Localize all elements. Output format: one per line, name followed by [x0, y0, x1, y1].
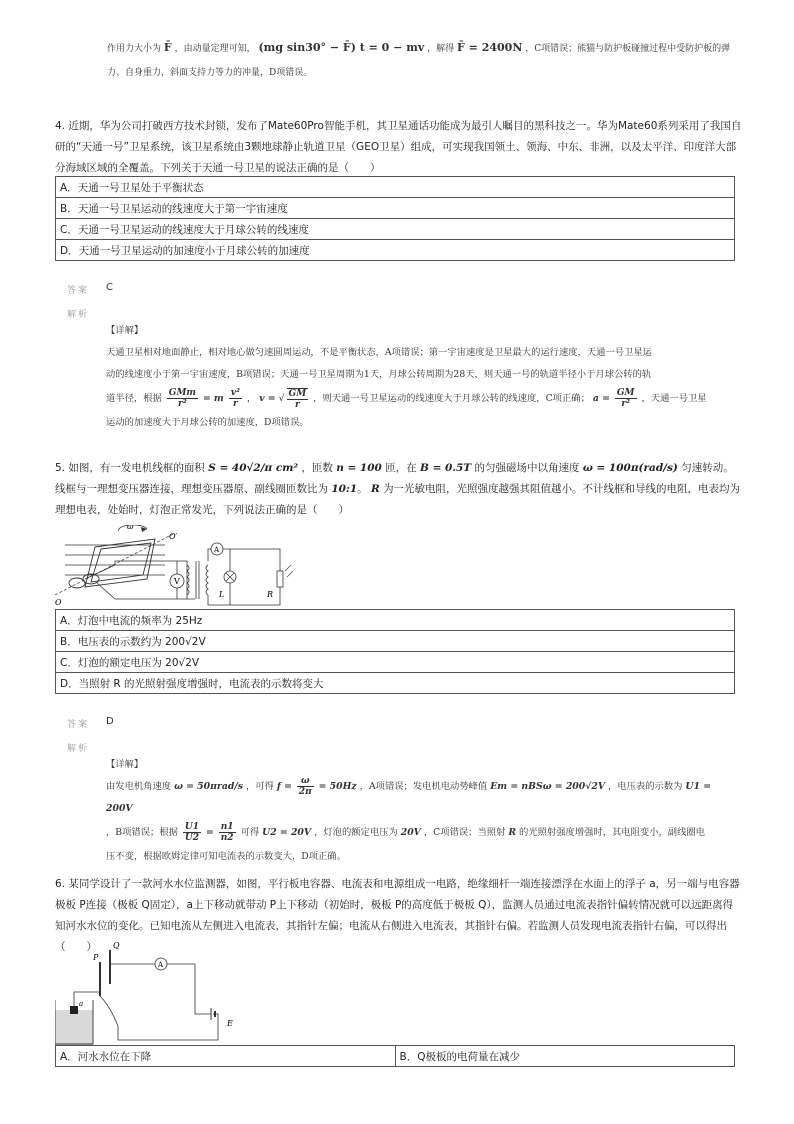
q6-option-b[interactable]: B．Q极板的电荷量在减少	[395, 1046, 735, 1067]
axis-label-top: O′	[169, 532, 178, 541]
q4-option-d[interactable]: D．天通一号卫星运动的加速度小于月球公转的加速度	[56, 240, 735, 261]
fraction-gm-r2: $\frac{GM}{\text{r²}}$	[616, 388, 635, 409]
float-icon	[70, 1006, 78, 1014]
q4-detail-line-1: 天通卫星相对地面静止，相对地心做匀速圆周运动，不是平衡状态，A项错误；第一宇宙速度是卫星最大的运行速度，天通一号卫星运	[106, 347, 652, 358]
q4-option-c[interactable]: C．天通一号卫星运动的线速度大于月球公转的线速度	[56, 219, 735, 240]
q4-detail-title: 【详解】	[106, 325, 144, 336]
float-label: a	[79, 1000, 84, 1008]
q5-detail-line-3: 压不变，根据欧姆定律可知电流表的示数变大，D项正确。	[106, 851, 346, 862]
axis-label-bottom: O	[55, 598, 62, 607]
insulating-rod	[74, 980, 100, 1006]
sqrt-symbol: √	[278, 393, 285, 404]
q5-answer: D	[106, 716, 114, 727]
circuit-wires	[100, 964, 218, 1040]
q4-detail-line-2: 动的线速度小于第一宇宙速度，B项错误；天通一号卫星周期为1天，月球公转周期为28天，则天通一号的轨道半径小于月球公转的轨	[106, 369, 652, 380]
q5-detail-line-2: ，B项错误；根据 $\frac{U1}{U2}$ = $\frac{n1}{n2}$ 可得 U2 = 20V ，灯泡的额定电压为 20V ，C项错误；当照射 R 的光照射强度增强时，其电阻变小，副线圈电	[106, 822, 705, 843]
ammeter-label: A	[158, 961, 164, 969]
q4-option-a[interactable]: A．天通一号卫星处于平衡状态	[56, 177, 735, 198]
q5-analysis-label: 解析	[67, 744, 90, 754]
q5-option-b[interactable]: B．电压表的示数约为 200√2V	[56, 631, 735, 652]
q5-circuit-figure	[55, 525, 305, 610]
q6-circuit-figure	[55, 940, 255, 1045]
battery-label: E	[227, 1019, 233, 1028]
prev-question-continuation	[107, 36, 747, 85]
q4-option-b[interactable]: B．天通一号卫星运动的线速度大于第一宇宙速度	[56, 198, 735, 219]
q6-stem: 6. 某同学设计了一款河水水位监测器，如图，平行板电容器、电流表和电源组成一电路，绝缘细杆一端连接漂浮在水面上的浮子 a，另一端与电容器极板 P连接（极板 Q固定），a上下移动就带动 P上下移动（初始时，极板 P的高度低于极板 Q），监测人员通过电流表指针偏转情况就可以远距离得知河水水位的变化。已知电流从左侧进入电流表，其指针左偏；电流从右侧进入电流表，其指针右偏。若监测人员发现电流表指针右偏，可以得出（ ）	[55, 878, 740, 953]
lamp-label: L	[219, 590, 225, 599]
plate-q-label: Q	[113, 941, 120, 950]
q5-stem: 5. 如图，有一发电机线框的面积 S = 40√2/π cm² ，匝数 n = 100 匝，在 B = 0.5T 的匀强磁场中以角速度 ω = 100π(rad/s) 匀速转动。线框与一理想变压器连接，理想变压器原、副线圈匝数比为 10:1。 R 为一光敏电阻，光照强度越强其阻值越小。不计线框和导线的电阻，电表均为理想电表，处始时，灯泡正常发光，下列说法正确的是（ ）	[55, 462, 741, 516]
voltmeter-label: V	[174, 577, 180, 586]
q5-answer-label: 答案	[67, 720, 90, 730]
fraction-u1-u2: $\frac{U1}{U2}$	[184, 822, 200, 843]
photoresistor-icon	[277, 571, 283, 587]
q4-detail-line-3: 道半径，根据 $\frac{\text{GMm}}{\text{r²}}$ = m $\frac{\text{v²}}{r}$ ， v = √ $\frac{GM}{r}$ ，则天通一号卫星运动的线速度大于月球公转的线速度，C项正确； a = $\frac{GM}{\text{r²}}$ ，天通一号卫星	[106, 388, 707, 410]
q5-option-d[interactable]: D．当照射 R 的光照射强度增强时，电流表的示数将变大	[56, 673, 735, 694]
ammeter-label: A	[214, 546, 220, 554]
river-water	[55, 1010, 93, 1045]
q5-detail-line-1: 由发电机角速度 ω = 50πrad/s ，可得 f = $\frac{\omega}{2\pi}$ = 50Hz ，A项错误；发电机电动势峰值 Em = nBSω = 200√2V ，电压表的示数为 U1 = 200V	[106, 776, 711, 814]
q4-detail	[106, 320, 736, 434]
q5-options	[55, 609, 735, 694]
q4-answer: C	[106, 282, 113, 293]
q5-option-a[interactable]: A．灯泡中电流的频率为 25Hz	[56, 610, 735, 631]
fraction-gm-r: $\frac{GM}{r}$	[288, 388, 307, 410]
q4-answer-label: 答案	[67, 286, 90, 296]
q4-detail-line-4: 运动的加速度大于月球公转的加速度，D项错误。	[106, 417, 309, 428]
transformer-icon	[187, 561, 208, 599]
q4-analysis-label: 解析	[67, 310, 90, 320]
q5-detail-title: 【详解】	[106, 759, 144, 770]
q5-detail	[106, 754, 736, 868]
plate-p-label: P	[93, 953, 99, 962]
fraction-omega-2pi: $\frac{\omega}{2\pi}$	[298, 776, 312, 797]
omega-label: ω	[127, 525, 134, 531]
q6-option-a[interactable]: A．河水水位在下降	[56, 1046, 396, 1067]
continuation-line-1: 作用力大小为 F̄ ，由动量定理可知， (mg sin30° − F̄) t = 0 − mv ，解得 F̄ = 2400N ，C项错误；熊猫与防护板碰撞过程中受防护板的弹	[107, 41, 731, 54]
fraction-n1-n2: $\frac{n1}{n2}$	[220, 822, 234, 843]
q4-stem: 4. 近期，华为公司打破西方技术封锁，发布了Mate60Pro智能手机，其卫星通话功能成为最引人瞩目的黑科技之一。华为Mate60系列采用了我国自研的“天通一号”卫星系统，该卫星系统由3颗地球静止轨道卫星（GEO卫星）组成，可实现我国领土、领海、中东、非洲，以及太平洋、印度洋大部分海域区域的全覆盖。下列关于天通一号卫星的说法正确的是（ ）	[55, 120, 742, 174]
q6-options	[55, 1045, 735, 1067]
fraction-gmm: $\frac{\text{GMm}}{\text{r²}}$	[168, 388, 196, 409]
magnetic-field-lines	[65, 545, 165, 575]
momentum-equation: (mg sin30° − F̄) t = 0 − mv	[258, 41, 425, 54]
continuation-line-2: 力、自身重力，斜面支持力等力的冲量，D项错误。	[107, 68, 313, 78]
coil-frame	[69, 539, 155, 588]
light-arrows-icon	[285, 565, 293, 577]
resistor-label: R	[267, 590, 274, 599]
fraction-v2r: $\frac{\text{v²}}{r}$	[230, 388, 240, 409]
q5-option-c[interactable]: C．灯泡的额定电压为 20√2V	[56, 652, 735, 673]
q4-options	[55, 176, 735, 261]
